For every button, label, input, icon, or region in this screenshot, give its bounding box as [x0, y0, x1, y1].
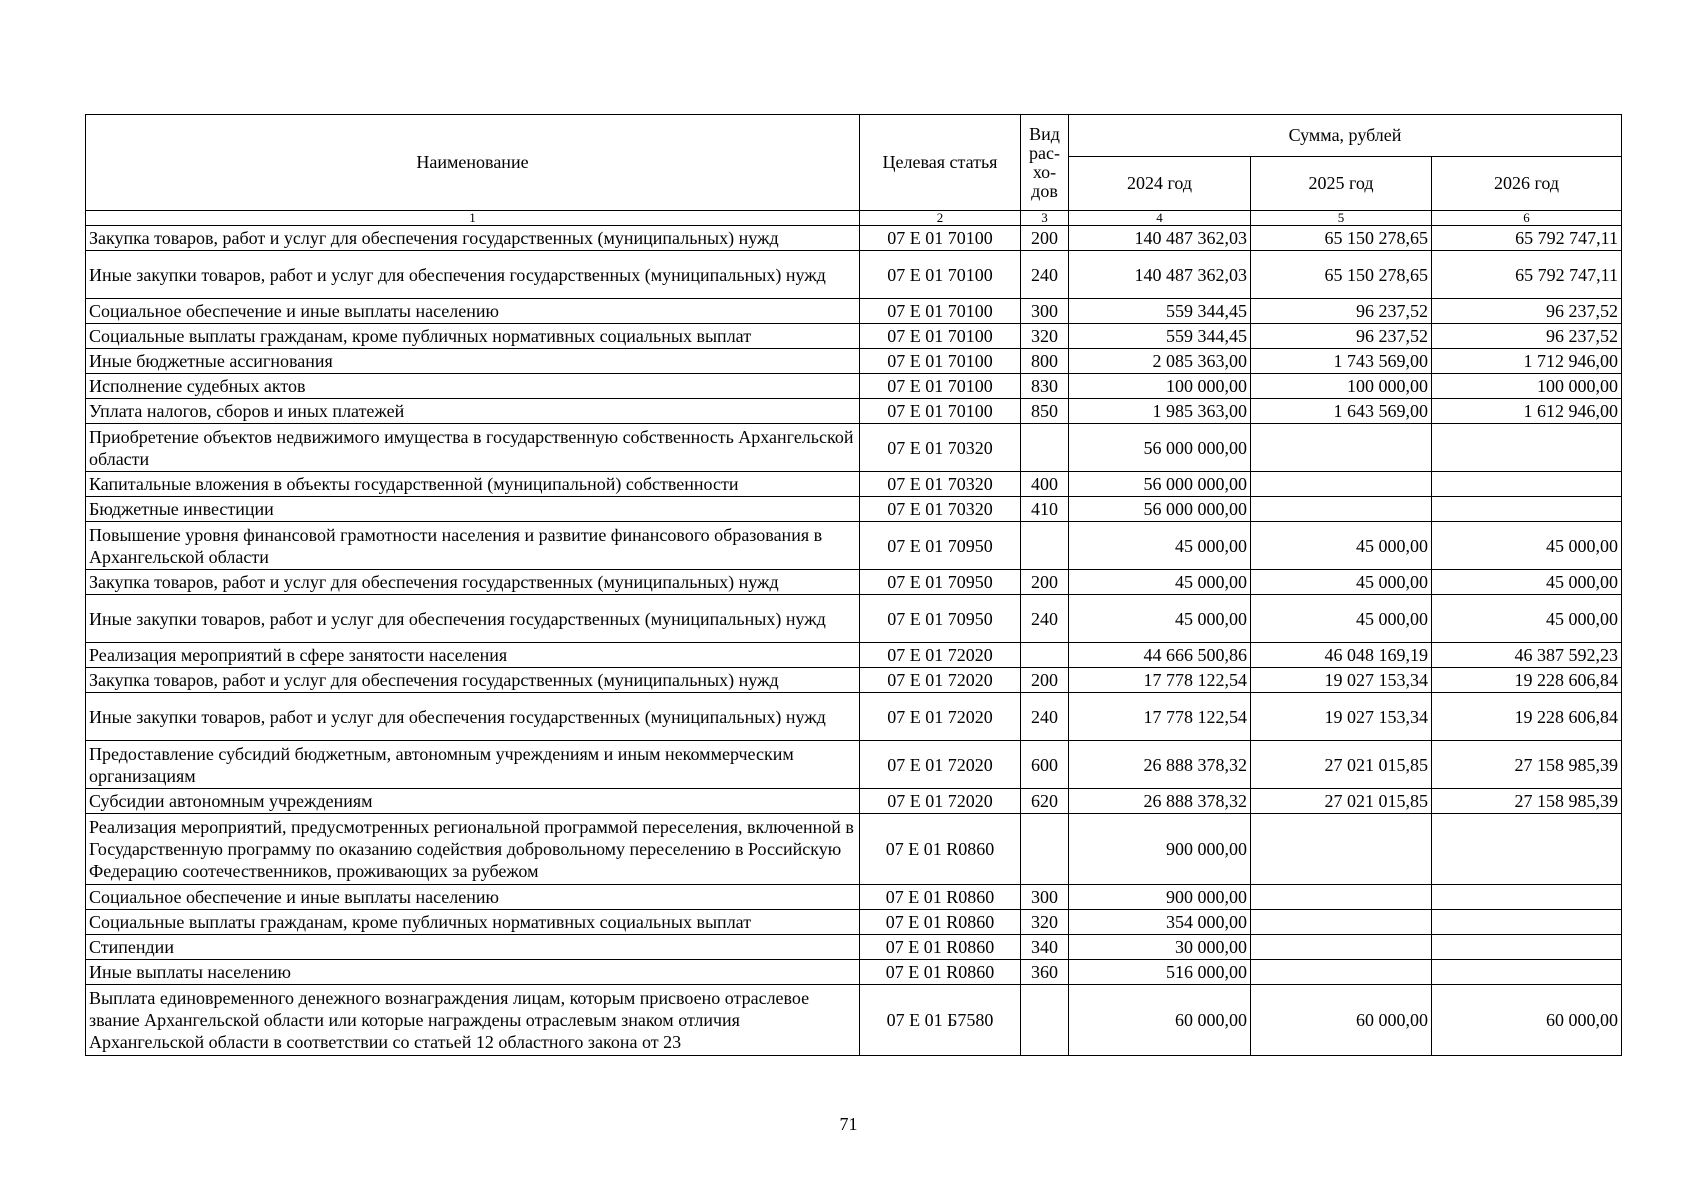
column-index: 4: [1069, 211, 1251, 226]
row-name-cell: Капитальные вложения в объекты государственной (муниципальной) собственности: [86, 472, 860, 497]
row-vid-cell: 830: [1021, 374, 1069, 399]
row-sum-2024-cell: 140 487 362,03: [1069, 226, 1251, 251]
row-vid-cell: [1021, 522, 1069, 570]
table-row: [86, 885, 1622, 910]
table-row: [86, 960, 1622, 985]
row-name-cell: Социальное обеспечение и иные выплаты населению: [86, 885, 860, 910]
row-sum-2025-cell: 100 000,00: [1251, 374, 1432, 399]
row-name-cell: Субсидии автономным учреждениям: [86, 789, 860, 814]
row-sum-2025-cell: 45 000,00: [1251, 595, 1432, 643]
row-name-cell: Закупка товаров, работ и услуг для обеспечения государственных (муниципальных) нужд: [86, 226, 860, 251]
row-sum-2024-cell: 354 000,00: [1069, 910, 1251, 935]
row-sum-2025-cell: 65 150 278,65: [1251, 226, 1432, 251]
row-sum-2026-cell: 45 000,00: [1432, 522, 1622, 570]
row-sum-2024-cell: 44 666 500,86: [1069, 643, 1251, 668]
row-code-cell: 07 Е 01 70100: [860, 324, 1021, 349]
row-code-cell: 07 Е 01 72020: [860, 789, 1021, 814]
row-vid-cell: 200: [1021, 570, 1069, 595]
row-sum-2026-cell: [1432, 885, 1622, 910]
row-name-cell: Стипендии: [86, 935, 860, 960]
row-vid-cell: 320: [1021, 324, 1069, 349]
row-sum-2025-cell: [1251, 935, 1432, 960]
row-sum-2026-cell: [1432, 424, 1622, 472]
row-sum-2026-cell: 96 237,52: [1432, 324, 1622, 349]
row-sum-2025-cell: 27 021 015,85: [1251, 741, 1432, 789]
row-sum-2026-cell: 19 228 606,84: [1432, 668, 1622, 693]
row-sum-2024-cell: 100 000,00: [1069, 374, 1251, 399]
table-row: [86, 424, 1622, 472]
row-code-cell: 07 Е 01 Б7580: [860, 985, 1021, 1056]
row-name-cell: Иные закупки товаров, работ и услуг для обеспечения государственных (муниципальных) нужд: [86, 251, 860, 299]
table-row: [86, 814, 1622, 885]
row-sum-2025-cell: [1251, 814, 1432, 885]
row-sum-2024-cell: 1 985 363,00: [1069, 399, 1251, 424]
row-sum-2025-cell: 1 743 569,00: [1251, 349, 1432, 374]
row-vid-cell: 340: [1021, 935, 1069, 960]
row-sum-2026-cell: 100 000,00: [1432, 374, 1622, 399]
row-sum-2026-cell: 45 000,00: [1432, 570, 1622, 595]
row-name-cell: Социальные выплаты гражданам, кроме публичных нормативных социальных выплат: [86, 324, 860, 349]
row-name-cell: Реализация мероприятий в сфере занятости населения: [86, 643, 860, 668]
header-year-2025: 2025 год: [1251, 157, 1432, 211]
table-row: [86, 935, 1622, 960]
row-name-cell: Выплата единовременного денежного вознаграждения лицам, которым присвоено отраслевое звание Архангельской области или которые награждены отраслевым знаком отличия Архангельской области в соответствии со статьей 12 областного закона от 23: [86, 985, 860, 1056]
row-sum-2025-cell: [1251, 497, 1432, 522]
row-sum-2025-cell: [1251, 472, 1432, 497]
column-index: 3: [1021, 211, 1069, 226]
row-code-cell: 07 Е 01 72020: [860, 643, 1021, 668]
row-sum-2026-cell: 60 000,00: [1432, 985, 1622, 1056]
row-sum-2026-cell: 65 792 747,11: [1432, 226, 1622, 251]
row-code-cell: 07 Е 01 70320: [860, 424, 1021, 472]
row-sum-2026-cell: 65 792 747,11: [1432, 251, 1622, 299]
row-code-cell: 07 Е 01 R0860: [860, 910, 1021, 935]
row-vid-cell: [1021, 814, 1069, 885]
row-sum-2026-cell: 96 237,52: [1432, 299, 1622, 324]
row-sum-2026-cell: 45 000,00: [1432, 595, 1622, 643]
table-row: [86, 226, 1622, 251]
row-sum-2024-cell: 45 000,00: [1069, 570, 1251, 595]
row-vid-cell: 300: [1021, 885, 1069, 910]
row-code-cell: 07 Е 01 70100: [860, 226, 1021, 251]
header-vid: Вид рас-хо-дов: [1021, 115, 1069, 211]
row-sum-2025-cell: 19 027 153,34: [1251, 668, 1432, 693]
row-sum-2025-cell: [1251, 424, 1432, 472]
row-sum-2026-cell: 27 158 985,39: [1432, 789, 1622, 814]
table-row: [86, 251, 1622, 299]
row-code-cell: 07 Е 01 R0860: [860, 885, 1021, 910]
row-sum-2026-cell: [1432, 472, 1622, 497]
row-vid-cell: 620: [1021, 789, 1069, 814]
row-name-cell: Социальное обеспечение и иные выплаты населению: [86, 299, 860, 324]
row-name-cell: Закупка товаров, работ и услуг для обеспечения государственных (муниципальных) нужд: [86, 668, 860, 693]
table-row: [86, 399, 1622, 424]
row-sum-2026-cell: 1 712 946,00: [1432, 349, 1622, 374]
row-vid-cell: 200: [1021, 668, 1069, 693]
row-name-cell: Иные выплаты населению: [86, 960, 860, 985]
row-vid-cell: 240: [1021, 693, 1069, 741]
table-row: [86, 595, 1622, 643]
row-vid-cell: 320: [1021, 910, 1069, 935]
row-code-cell: 07 Е 01 72020: [860, 693, 1021, 741]
row-sum-2025-cell: 60 000,00: [1251, 985, 1432, 1056]
row-name-cell: Закупка товаров, работ и услуг для обеспечения государственных (муниципальных) нужд: [86, 570, 860, 595]
row-sum-2025-cell: 19 027 153,34: [1251, 693, 1432, 741]
row-sum-2024-cell: 26 888 378,32: [1069, 741, 1251, 789]
row-vid-cell: 360: [1021, 960, 1069, 985]
row-sum-2024-cell: 140 487 362,03: [1069, 251, 1251, 299]
row-sum-2024-cell: 17 778 122,54: [1069, 693, 1251, 741]
column-index-row: [86, 211, 1622, 226]
row-code-cell: 07 Е 01 70100: [860, 399, 1021, 424]
row-sum-2025-cell: 45 000,00: [1251, 570, 1432, 595]
row-sum-2026-cell: 19 228 606,84: [1432, 693, 1622, 741]
budget-table: [85, 114, 1622, 1056]
row-sum-2024-cell: 900 000,00: [1069, 814, 1251, 885]
budget-table-sheet: [85, 114, 1621, 1056]
row-sum-2025-cell: 96 237,52: [1251, 299, 1432, 324]
table-header: [86, 115, 1622, 226]
row-code-cell: 07 Е 01 70950: [860, 570, 1021, 595]
row-sum-2024-cell: 26 888 378,32: [1069, 789, 1251, 814]
row-vid-cell: 200: [1021, 226, 1069, 251]
table-body: [86, 226, 1622, 1056]
table-row: [86, 374, 1622, 399]
header-name: Наименование: [86, 115, 860, 211]
row-code-cell: 07 Е 01 R0860: [860, 960, 1021, 985]
row-vid-cell: 850: [1021, 399, 1069, 424]
row-sum-2024-cell: 60 000,00: [1069, 985, 1251, 1056]
row-vid-cell: 600: [1021, 741, 1069, 789]
row-sum-2025-cell: [1251, 885, 1432, 910]
table-row: [86, 522, 1622, 570]
row-vid-cell: 410: [1021, 497, 1069, 522]
row-name-cell: Исполнение судебных актов: [86, 374, 860, 399]
row-sum-2024-cell: 56 000 000,00: [1069, 424, 1251, 472]
row-name-cell: Иные закупки товаров, работ и услуг для обеспечения государственных (муниципальных) нужд: [86, 693, 860, 741]
row-code-cell: 07 Е 01 70950: [860, 522, 1021, 570]
column-index: 5: [1251, 211, 1432, 226]
row-name-cell: Предоставление субсидий бюджетным, автономным учреждениям и иным некоммерческим организациям: [86, 741, 860, 789]
table-row: [86, 693, 1622, 741]
row-sum-2024-cell: 45 000,00: [1069, 595, 1251, 643]
table-row: [86, 643, 1622, 668]
column-index: 1: [86, 211, 860, 226]
row-code-cell: 07 Е 01 70950: [860, 595, 1021, 643]
row-sum-2024-cell: 559 344,45: [1069, 299, 1251, 324]
row-sum-2026-cell: [1432, 910, 1622, 935]
row-sum-2025-cell: [1251, 910, 1432, 935]
row-sum-2026-cell: [1432, 497, 1622, 522]
row-vid-cell: 240: [1021, 251, 1069, 299]
row-sum-2025-cell: 65 150 278,65: [1251, 251, 1432, 299]
row-sum-2026-cell: [1432, 814, 1622, 885]
row-sum-2025-cell: [1251, 960, 1432, 985]
row-code-cell: 07 Е 01 70320: [860, 497, 1021, 522]
row-sum-2024-cell: 30 000,00: [1069, 935, 1251, 960]
page-number: 71: [839, 1114, 858, 1134]
table-row: [86, 985, 1622, 1056]
header-year-2026: 2026 год: [1432, 157, 1622, 211]
header-sum: Сумма, рублей: [1069, 115, 1622, 157]
row-sum-2025-cell: 46 048 169,19: [1251, 643, 1432, 668]
row-name-cell: Иные закупки товаров, работ и услуг для обеспечения государственных (муниципальных) нужд: [86, 595, 860, 643]
row-vid-cell: [1021, 424, 1069, 472]
column-index: 6: [1432, 211, 1622, 226]
table-row: [86, 472, 1622, 497]
row-vid-cell: [1021, 985, 1069, 1056]
column-index: 2: [860, 211, 1021, 226]
row-sum-2024-cell: 2 085 363,00: [1069, 349, 1251, 374]
row-code-cell: 07 Е 01 72020: [860, 668, 1021, 693]
row-name-cell: Иные бюджетные ассигнования: [86, 349, 860, 374]
row-code-cell: 07 Е 01 R0860: [860, 935, 1021, 960]
row-sum-2024-cell: 516 000,00: [1069, 960, 1251, 985]
row-sum-2024-cell: 17 778 122,54: [1069, 668, 1251, 693]
table-row: [86, 668, 1622, 693]
row-name-cell: Реализация мероприятий, предусмотренных региональной программой переселения, включенной в Государственную программу по оказанию содействия добровольному переселению в Российскую Федерацию соотечественников, проживающих за рубежом: [86, 814, 860, 885]
row-sum-2025-cell: 1 643 569,00: [1251, 399, 1432, 424]
table-row: [86, 570, 1622, 595]
row-sum-2026-cell: 27 158 985,39: [1432, 741, 1622, 789]
row-sum-2024-cell: 900 000,00: [1069, 885, 1251, 910]
row-sum-2026-cell: 1 612 946,00: [1432, 399, 1622, 424]
row-sum-2025-cell: 45 000,00: [1251, 522, 1432, 570]
row-code-cell: 07 Е 01 70100: [860, 374, 1021, 399]
table-row: [86, 324, 1622, 349]
row-name-cell: Бюджетные инвестиции: [86, 497, 860, 522]
row-sum-2024-cell: 56 000 000,00: [1069, 497, 1251, 522]
row-vid-cell: [1021, 643, 1069, 668]
row-code-cell: 07 Е 01 70100: [860, 299, 1021, 324]
header-year-2024: 2024 год: [1069, 157, 1251, 211]
row-name-cell: Повышение уровня финансовой грамотности населения и развитие финансового образования в Архангельской области: [86, 522, 860, 570]
table-row: [86, 299, 1622, 324]
row-vid-cell: 400: [1021, 472, 1069, 497]
table-row: [86, 497, 1622, 522]
row-sum-2026-cell: [1432, 935, 1622, 960]
row-sum-2026-cell: [1432, 960, 1622, 985]
table-row: [86, 349, 1622, 374]
table-row: [86, 910, 1622, 935]
row-sum-2024-cell: 56 000 000,00: [1069, 472, 1251, 497]
row-sum-2026-cell: 46 387 592,23: [1432, 643, 1622, 668]
row-code-cell: 07 Е 01 70100: [860, 349, 1021, 374]
row-name-cell: Социальные выплаты гражданам, кроме публичных нормативных социальных выплат: [86, 910, 860, 935]
header-code: Целевая статья: [860, 115, 1021, 211]
row-sum-2024-cell: 559 344,45: [1069, 324, 1251, 349]
row-vid-cell: 800: [1021, 349, 1069, 374]
row-code-cell: 07 Е 01 70320: [860, 472, 1021, 497]
table-row: [86, 741, 1622, 789]
row-code-cell: 07 Е 01 72020: [860, 741, 1021, 789]
row-sum-2025-cell: 96 237,52: [1251, 324, 1432, 349]
row-sum-2025-cell: 27 021 015,85: [1251, 789, 1432, 814]
row-vid-cell: 300: [1021, 299, 1069, 324]
row-code-cell: 07 Е 01 70100: [860, 251, 1021, 299]
row-code-cell: 07 Е 01 R0860: [860, 814, 1021, 885]
row-sum-2024-cell: 45 000,00: [1069, 522, 1251, 570]
table-row: [86, 789, 1622, 814]
row-vid-cell: 240: [1021, 595, 1069, 643]
row-name-cell: Уплата налогов, сборов и иных платежей: [86, 399, 860, 424]
row-name-cell: Приобретение объектов недвижимого имущества в государственную собственность Архангельской области: [86, 424, 860, 472]
